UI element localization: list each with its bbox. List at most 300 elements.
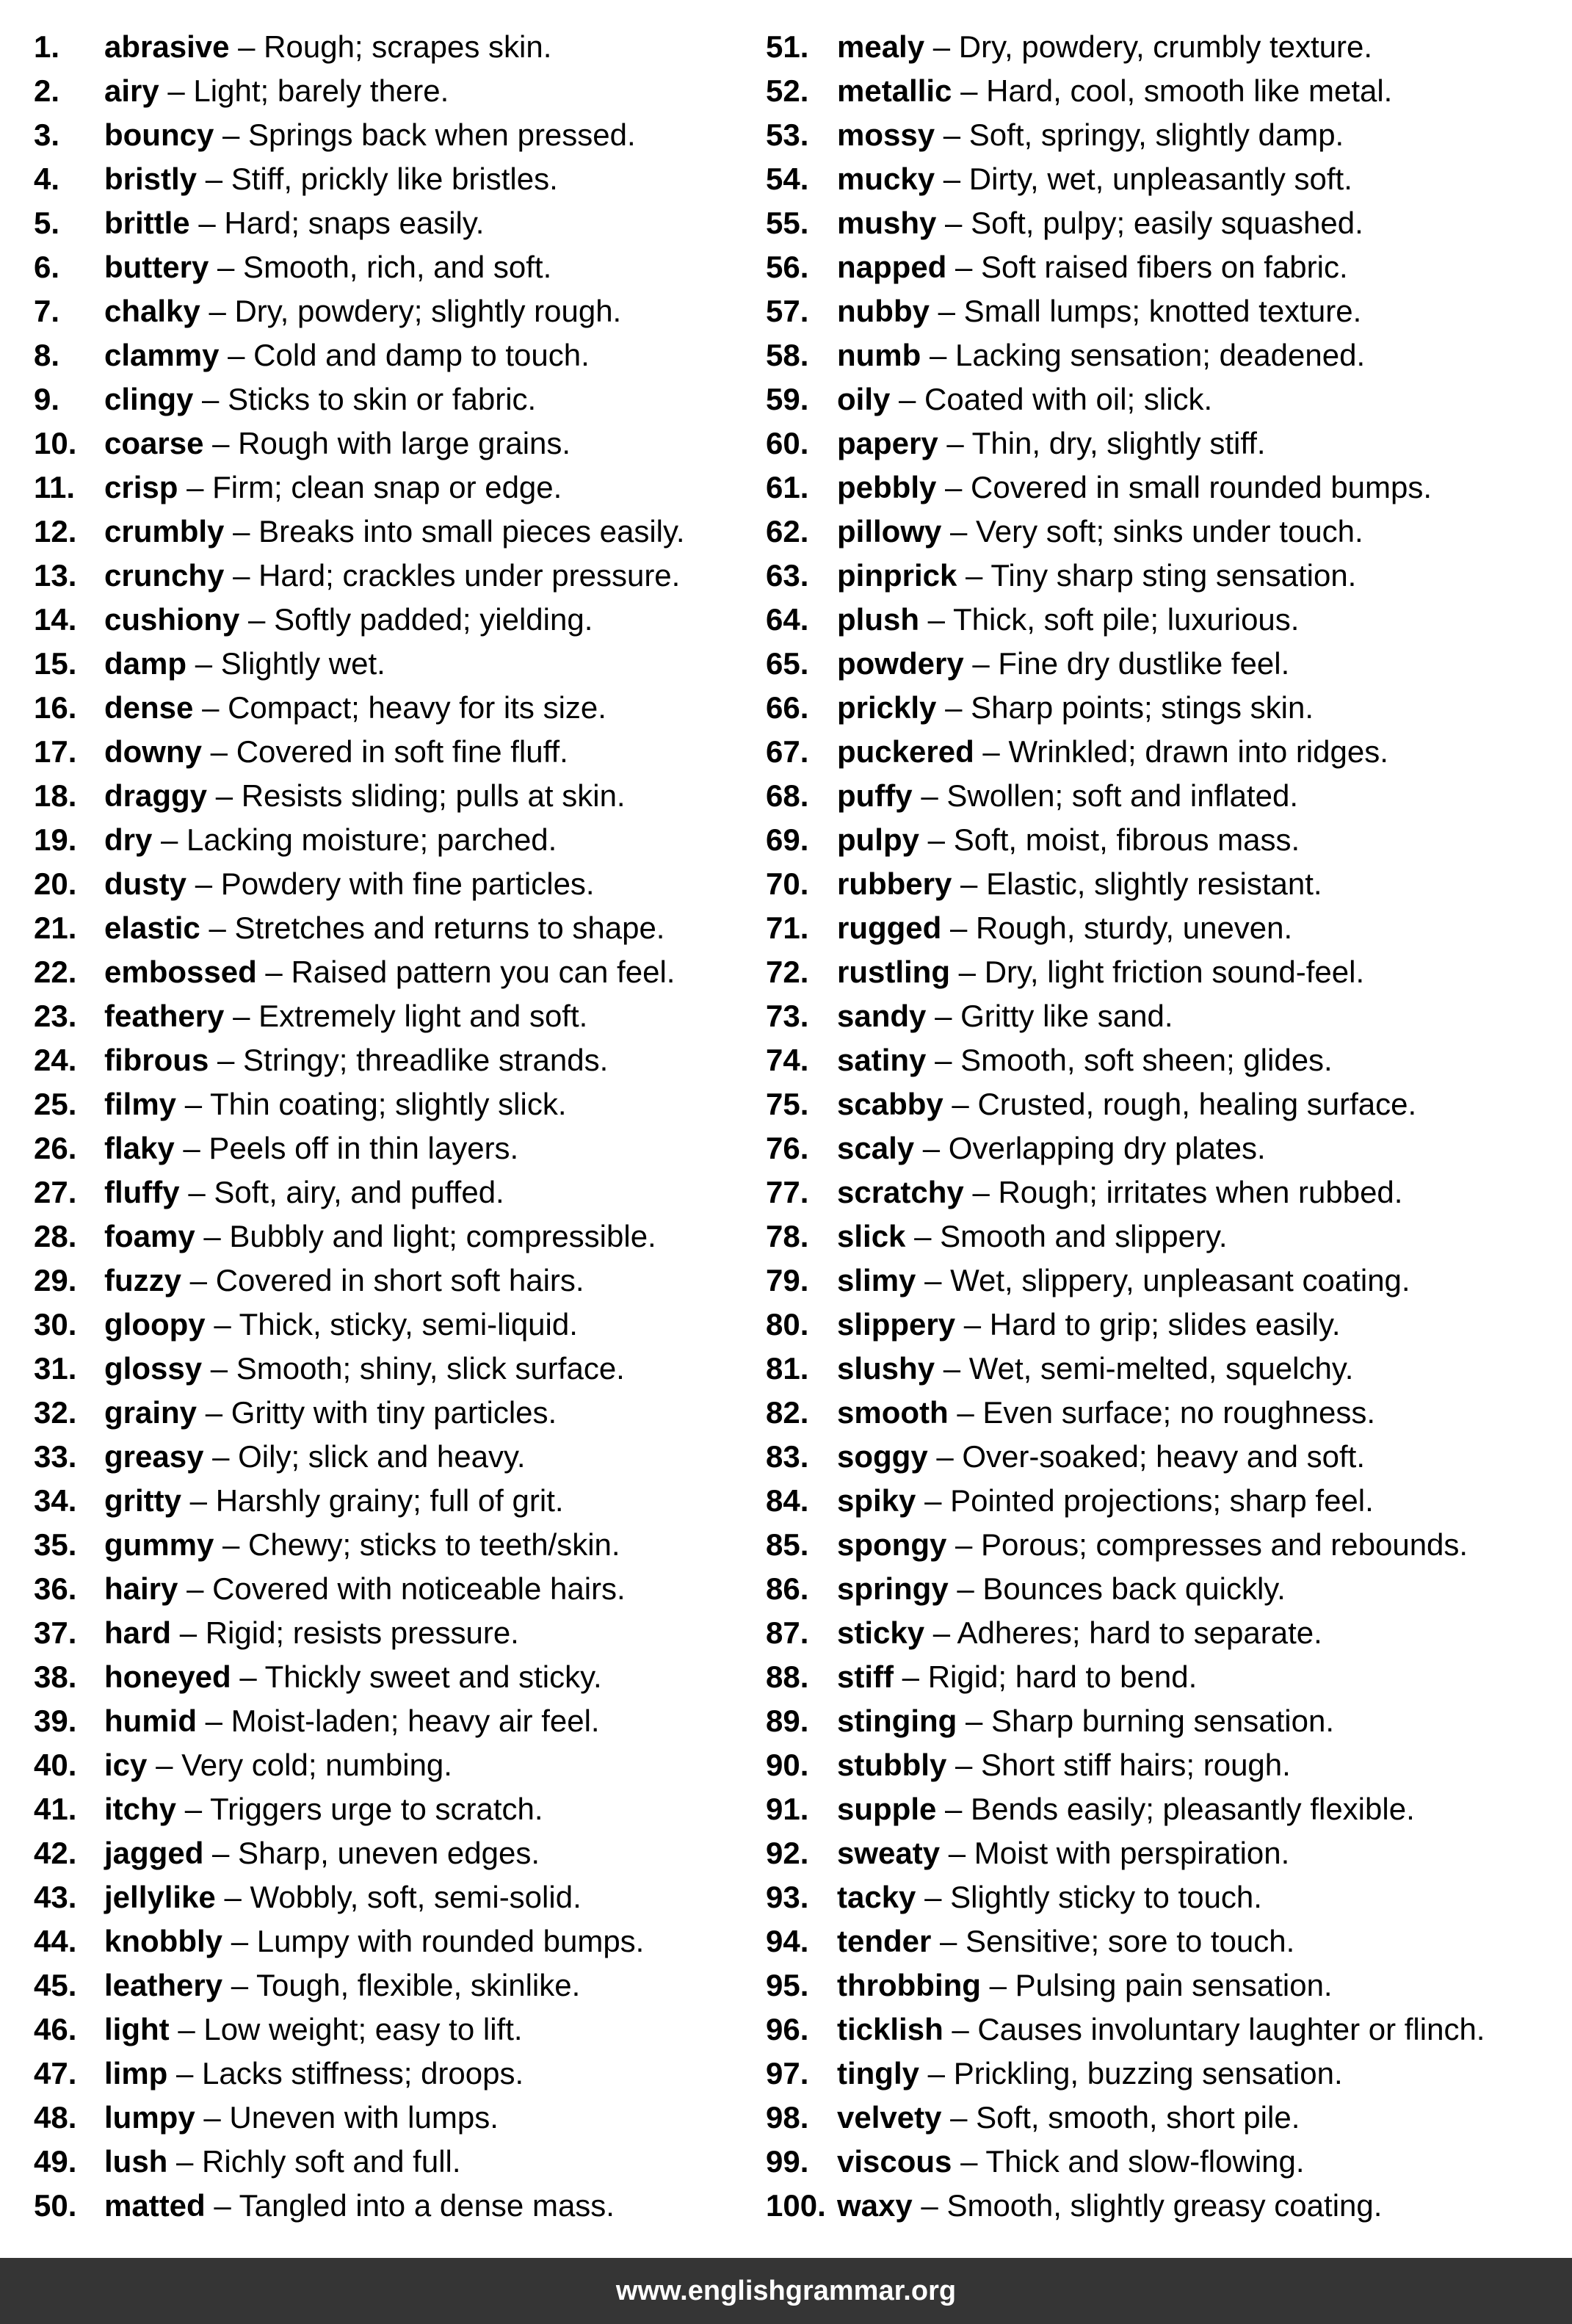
item-word: downy: [104, 734, 202, 769]
item-number: 30.: [34, 1307, 77, 1342]
item-entry: [104, 421, 571, 466]
list-item: [34, 201, 761, 245]
item-entry: [837, 2052, 1343, 2096]
item-definition: – Softly padded; yielding.: [248, 602, 593, 637]
list-item: [766, 1215, 1572, 1259]
list-item: [34, 994, 761, 1038]
item-word: nubby: [837, 294, 930, 328]
item-number: 78.: [766, 1219, 809, 1253]
item-number: 79.: [766, 1263, 809, 1297]
item-definition: – Very cold; numbing.: [156, 1748, 452, 1782]
item-number: 24.: [34, 1043, 77, 1077]
item-definition: – Tangled into a dense mass.: [214, 2188, 615, 2223]
item-number: 60.: [766, 426, 809, 460]
item-definition: – Rough; irritates when rubbed.: [972, 1175, 1403, 1209]
item-definition: – Tiny sharp sting sensation.: [966, 558, 1357, 593]
item-entry: [837, 1655, 1197, 1699]
list-item: [34, 1655, 761, 1699]
item-entry: [104, 994, 587, 1038]
item-entry: [837, 466, 1432, 510]
item-definition: – Soft raised fibers on fabric.: [955, 250, 1348, 284]
item-number: 39.: [34, 1704, 77, 1738]
item-number: 35.: [34, 1527, 77, 1562]
list-item: [766, 862, 1572, 906]
item-word: metallic: [837, 73, 952, 108]
item-entry: [837, 25, 1372, 69]
item-number: 90.: [766, 1748, 809, 1782]
item-number: 27.: [34, 1175, 77, 1209]
item-number: 47.: [34, 2056, 77, 2090]
item-number: 70.: [766, 866, 809, 901]
list-item: [766, 113, 1572, 157]
item-number: 1.: [34, 29, 60, 64]
item-word: slippery: [837, 1307, 956, 1342]
item-definition: – Even surface; no roughness.: [957, 1395, 1376, 1430]
item-number: 25.: [34, 1087, 77, 1121]
item-number: 87.: [766, 1615, 809, 1650]
list-item: [766, 1038, 1572, 1082]
item-word: honeyed: [104, 1659, 231, 1694]
list-item: [766, 598, 1572, 642]
item-word: stubbly: [837, 1748, 947, 1782]
item-word: feathery: [104, 999, 225, 1033]
item-word: dry: [104, 822, 153, 857]
item-number: 75.: [766, 1087, 809, 1121]
item-entry: [104, 25, 551, 69]
item-word: napped: [837, 250, 947, 284]
item-word: lush: [104, 2144, 168, 2179]
item-entry: [837, 2008, 1485, 2052]
word-list-column-right: [766, 25, 1572, 2228]
item-number: 22.: [34, 955, 77, 989]
list-item: [34, 421, 761, 466]
item-word: pillowy: [837, 514, 942, 549]
item-definition: – Soft, smooth, short pile.: [950, 2100, 1300, 2135]
item-entry: [104, 730, 568, 774]
list-item: [766, 1743, 1572, 1787]
item-number: 73.: [766, 999, 809, 1033]
list-item: [766, 686, 1572, 730]
list-item: [766, 554, 1572, 598]
item-number: 40.: [34, 1748, 77, 1782]
item-definition: – Hard to grip; slides easily.: [963, 1307, 1341, 1342]
item-entry: [837, 598, 1299, 642]
item-definition: – Moist with perspiration.: [948, 1836, 1290, 1870]
item-entry: [104, 1611, 519, 1655]
item-word: fluffy: [104, 1175, 180, 1209]
list-item: [766, 1875, 1572, 1919]
item-entry: [104, 1303, 578, 1347]
item-number: 64.: [766, 602, 809, 637]
item-entry: [837, 1919, 1294, 1963]
item-entry: [837, 1479, 1374, 1523]
list-item: [34, 1347, 761, 1391]
item-entry: [104, 1215, 656, 1259]
item-entry: [837, 245, 1348, 289]
list-item: [766, 1391, 1572, 1435]
item-definition: – Covered with noticeable hairs.: [186, 1571, 626, 1606]
list-item: [34, 598, 761, 642]
item-entry: [104, 686, 606, 730]
list-item: [766, 1787, 1572, 1831]
item-entry: [837, 2096, 1300, 2140]
item-word: plush: [837, 602, 919, 637]
list-item: [766, 201, 1572, 245]
item-number: 65.: [766, 646, 809, 681]
list-item: [766, 818, 1572, 862]
item-number: 99.: [766, 2144, 809, 2179]
item-number: 72.: [766, 955, 809, 989]
list-item: [766, 157, 1572, 201]
item-number: 29.: [34, 1263, 77, 1297]
item-number: 88.: [766, 1659, 809, 1694]
item-definition: – Very soft; sinks under touch.: [950, 514, 1363, 549]
item-definition: – Stretches and returns to shape.: [209, 911, 665, 945]
item-entry: [837, 289, 1361, 333]
item-definition: – Peels off in thin layers.: [183, 1131, 519, 1165]
item-entry: [104, 1523, 620, 1567]
item-entry: [104, 1567, 626, 1611]
list-item: [34, 2096, 761, 2140]
item-number: 36.: [34, 1571, 77, 1606]
item-entry: [837, 1699, 1334, 1743]
list-item: [34, 1126, 761, 1170]
list-item: [34, 1391, 761, 1435]
item-definition: – Porous; compresses and rebounds.: [955, 1527, 1468, 1562]
list-item: [34, 554, 761, 598]
item-definition: – Covered in short soft hairs.: [189, 1263, 584, 1297]
item-definition: – Dirty, wet, unpleasantly soft.: [943, 162, 1352, 196]
item-number: 38.: [34, 1659, 77, 1694]
list-item: [766, 994, 1572, 1038]
list-item: [34, 1038, 761, 1082]
item-number: 16.: [34, 690, 77, 725]
item-number: 53.: [766, 117, 809, 152]
list-item: [34, 113, 761, 157]
item-word: gloopy: [104, 1307, 206, 1342]
item-entry: [104, 1435, 526, 1479]
item-number: 43.: [34, 1880, 77, 1914]
item-word: light: [104, 2012, 170, 2046]
item-definition: – Soft, airy, and puffed.: [188, 1175, 504, 1209]
item-word: mealy: [837, 29, 925, 64]
item-definition: – Soft, moist, fibrous mass.: [927, 822, 1300, 857]
item-word: springy: [837, 1571, 949, 1606]
item-word: powdery: [837, 646, 964, 681]
item-definition: – Harshly grainy; full of grit.: [189, 1483, 564, 1518]
item-entry: [837, 730, 1388, 774]
item-number: 52.: [766, 73, 809, 108]
list-item: [766, 2052, 1572, 2096]
item-entry: [104, 69, 449, 113]
item-definition: – Prickling, buzzing sensation.: [927, 2056, 1343, 2090]
list-item: [34, 289, 761, 333]
item-definition: – Extremely light and soft.: [233, 999, 588, 1033]
item-entry: [837, 333, 1365, 377]
list-item: [766, 1523, 1572, 1567]
item-word: gritty: [104, 1483, 181, 1518]
item-word: prickly: [837, 690, 937, 725]
item-number: 59.: [766, 382, 809, 416]
item-entry: [837, 1831, 1289, 1875]
item-definition: – Breaks into small pieces easily.: [233, 514, 685, 549]
item-entry: [104, 1919, 644, 1963]
item-entry: [104, 1082, 567, 1126]
item-number: 20.: [34, 866, 77, 901]
item-word: humid: [104, 1704, 197, 1738]
item-word: slick: [837, 1219, 906, 1253]
item-entry: [104, 774, 626, 818]
item-definition: – Sensitive; sore to touch.: [940, 1924, 1295, 1958]
list-item: [34, 1259, 761, 1303]
item-definition: – Resists sliding; pulls at skin.: [215, 778, 626, 813]
item-definition: – Short stiff hairs; rough.: [955, 1748, 1291, 1782]
item-word: draggy: [104, 778, 208, 813]
item-word: foamy: [104, 1219, 195, 1253]
item-word: scratchy: [837, 1175, 964, 1209]
item-number: 97.: [766, 2056, 809, 2090]
item-number: 71.: [766, 911, 809, 945]
item-word: puckered: [837, 734, 974, 769]
item-number: 9.: [34, 382, 60, 416]
item-definition: – Covered in soft fine fluff.: [210, 734, 568, 769]
item-number: 15.: [34, 646, 77, 681]
item-definition: – Thick and slow-flowing.: [960, 2144, 1305, 2179]
list-item: [766, 377, 1572, 421]
item-definition: – Wobbly, soft, semi-solid.: [224, 1880, 582, 1914]
item-entry: [104, 950, 675, 994]
list-item: [34, 642, 761, 686]
item-entry: [837, 1523, 1468, 1567]
item-entry: [104, 333, 590, 377]
item-number: 92.: [766, 1836, 809, 1870]
list-item: [766, 730, 1572, 774]
item-definition: – Sharp burning sensation.: [965, 1704, 1334, 1738]
list-item: [34, 157, 761, 201]
item-entry: [104, 554, 680, 598]
list-item: [34, 1567, 761, 1611]
item-number: 83.: [766, 1439, 809, 1474]
item-entry: [837, 774, 1298, 818]
item-number: 96.: [766, 2012, 809, 2046]
item-definition: – Thin, dry, slightly stiff.: [946, 426, 1266, 460]
item-number: 10.: [34, 426, 77, 460]
list-item: [766, 466, 1572, 510]
list-item: [34, 1170, 761, 1215]
item-entry: [104, 598, 593, 642]
item-entry: [104, 2096, 499, 2140]
item-entry: [104, 1170, 504, 1215]
item-word: scaly: [837, 1131, 915, 1165]
item-number: 58.: [766, 338, 809, 372]
item-word: soggy: [837, 1439, 928, 1474]
item-number: 8.: [34, 338, 60, 372]
item-entry: [837, 1347, 1353, 1391]
item-word: airy: [104, 73, 159, 108]
item-definition: – Bubbly and light; compressible.: [203, 1219, 656, 1253]
item-word: pebbly: [837, 470, 937, 504]
item-entry: [104, 1787, 543, 1831]
item-definition: – Coated with oil; slick.: [899, 382, 1213, 416]
list-item: [766, 1170, 1572, 1215]
item-word: elastic: [104, 911, 200, 945]
item-word: stinging: [837, 1704, 957, 1738]
item-word: hard: [104, 1615, 172, 1650]
item-definition: – Dry, powdery, crumbly texture.: [932, 29, 1373, 64]
item-definition: – Hard, cool, smooth like metal.: [960, 73, 1393, 108]
item-entry: [104, 377, 536, 421]
list-item: [766, 333, 1572, 377]
item-entry: [104, 289, 621, 333]
item-number: 86.: [766, 1571, 809, 1606]
item-word: clammy: [104, 338, 220, 372]
item-number: 54.: [766, 162, 809, 196]
item-definition: – Richly soft and full.: [176, 2144, 461, 2179]
item-number: 26.: [34, 1131, 77, 1165]
item-word: mucky: [837, 162, 935, 196]
item-word: waxy: [837, 2188, 913, 2223]
item-entry: [837, 1435, 1365, 1479]
item-word: papery: [837, 426, 938, 460]
footer-website-link[interactable]: www.englishgrammar.org: [615, 2275, 957, 2306]
item-word: damp: [104, 646, 187, 681]
list-item: [34, 1523, 761, 1567]
item-word: crunchy: [104, 558, 225, 593]
item-number: 17.: [34, 734, 77, 769]
item-word: sandy: [837, 999, 927, 1033]
list-item: [766, 1126, 1572, 1170]
footer-bar: [0, 2258, 1572, 2324]
item-entry: [104, 157, 558, 201]
item-word: stiff: [837, 1659, 894, 1694]
list-item: [766, 1259, 1572, 1303]
item-definition: – Hard; crackles under pressure.: [233, 558, 681, 593]
item-definition: – Lumpy with rounded bumps.: [231, 1924, 645, 1958]
list-item: [766, 25, 1572, 69]
list-item: [34, 2052, 761, 2096]
item-entry: [104, 1347, 625, 1391]
item-entry: [104, 2052, 524, 2096]
item-word: pulpy: [837, 822, 919, 857]
item-definition: – Over-soaked; heavy and soft.: [936, 1439, 1366, 1474]
item-number: 41.: [34, 1792, 77, 1826]
item-definition: – Bends easily; pleasantly flexible.: [945, 1792, 1415, 1826]
item-number: 5.: [34, 206, 60, 240]
item-definition: – Lacking moisture; parched.: [161, 822, 557, 857]
list-item: [766, 1831, 1572, 1875]
item-definition: – Smooth, rich, and soft.: [217, 250, 552, 284]
list-item: [34, 245, 761, 289]
item-word: matted: [104, 2188, 206, 2223]
item-definition: – Compact; heavy for its size.: [202, 690, 606, 725]
item-definition: – Smooth, soft sheen; glides.: [935, 1043, 1333, 1077]
item-entry: [837, 1743, 1291, 1787]
list-item: [766, 2096, 1572, 2140]
list-item: [766, 1699, 1572, 1743]
item-word: sticky: [837, 1615, 925, 1650]
item-definition: – Stringy; threadlike strands.: [217, 1043, 609, 1077]
item-definition: – Low weight; easy to lift.: [178, 2012, 523, 2046]
item-word: ticklish: [837, 2012, 943, 2046]
item-word: fuzzy: [104, 1263, 181, 1297]
list-item: [766, 642, 1572, 686]
item-entry: [837, 1082, 1416, 1126]
item-word: oily: [837, 382, 891, 416]
item-definition: – Rigid; resists pressure.: [179, 1615, 519, 1650]
item-number: 66.: [766, 690, 809, 725]
item-entry: [837, 818, 1300, 862]
item-definition: – Sticks to skin or fabric.: [202, 382, 537, 416]
item-definition: – Fine dry dustlike feel.: [972, 646, 1290, 681]
item-definition: – Tough, flexible, skinlike.: [231, 1968, 581, 2002]
list-item: [766, 2008, 1572, 2052]
item-number: 68.: [766, 778, 809, 813]
item-entry: [104, 1479, 564, 1523]
item-entry: [837, 201, 1363, 245]
list-item: [34, 906, 761, 950]
item-word: sweaty: [837, 1836, 941, 1870]
item-entry: [104, 1391, 557, 1435]
list-item: [34, 1831, 761, 1875]
item-word: fibrous: [104, 1043, 209, 1077]
item-definition: – Cold and damp to touch.: [228, 338, 590, 372]
list-item: [766, 1567, 1572, 1611]
list-item: [766, 950, 1572, 994]
item-definition: – Oily; slick and heavy.: [212, 1439, 526, 1474]
item-entry: [837, 1567, 1286, 1611]
item-entry: [104, 466, 562, 510]
item-definition: – Thick, soft pile; luxurious.: [927, 602, 1300, 637]
item-word: gummy: [104, 1527, 214, 1562]
item-word: rubbery: [837, 866, 952, 901]
item-definition: – Moist-laden; heavy air feel.: [205, 1704, 600, 1738]
item-entry: [104, 1875, 582, 1919]
item-word: crumbly: [104, 514, 225, 549]
item-definition: – Thick, sticky, semi-liquid.: [214, 1307, 578, 1342]
item-number: 42.: [34, 1836, 77, 1870]
item-word: lumpy: [104, 2100, 195, 2135]
item-entry: [837, 421, 1266, 466]
item-number: 34.: [34, 1483, 77, 1518]
item-word: coarse: [104, 426, 204, 460]
item-word: cushiony: [104, 602, 240, 637]
item-number: 84.: [766, 1483, 809, 1518]
list-item: [34, 2184, 761, 2228]
item-definition: – Adheres; hard to separate.: [932, 1615, 1322, 1650]
item-definition: – Stiff, prickly like bristles.: [205, 162, 558, 196]
item-number: 12.: [34, 514, 77, 549]
item-definition: – Lacking sensation; deadened.: [929, 338, 1366, 372]
list-item: [34, 69, 761, 113]
item-number: 14.: [34, 602, 77, 637]
item-definition: – Dry, light friction sound-feel.: [958, 955, 1365, 989]
item-definition: – Thin coating; slightly slick.: [184, 1087, 567, 1121]
item-word: satiny: [837, 1043, 927, 1077]
list-item: [34, 25, 761, 69]
item-word: velvety: [837, 2100, 942, 2135]
item-word: numb: [837, 338, 921, 372]
item-definition: – Sharp points; stings skin.: [945, 690, 1314, 725]
item-entry: [104, 113, 636, 157]
item-entry: [837, 1303, 1341, 1347]
item-number: 13.: [34, 558, 77, 593]
item-entry: [104, 510, 685, 554]
item-number: 81.: [766, 1351, 809, 1386]
item-entry: [104, 201, 484, 245]
item-number: 19.: [34, 822, 77, 857]
item-number: 93.: [766, 1880, 809, 1914]
item-entry: [104, 2184, 615, 2228]
